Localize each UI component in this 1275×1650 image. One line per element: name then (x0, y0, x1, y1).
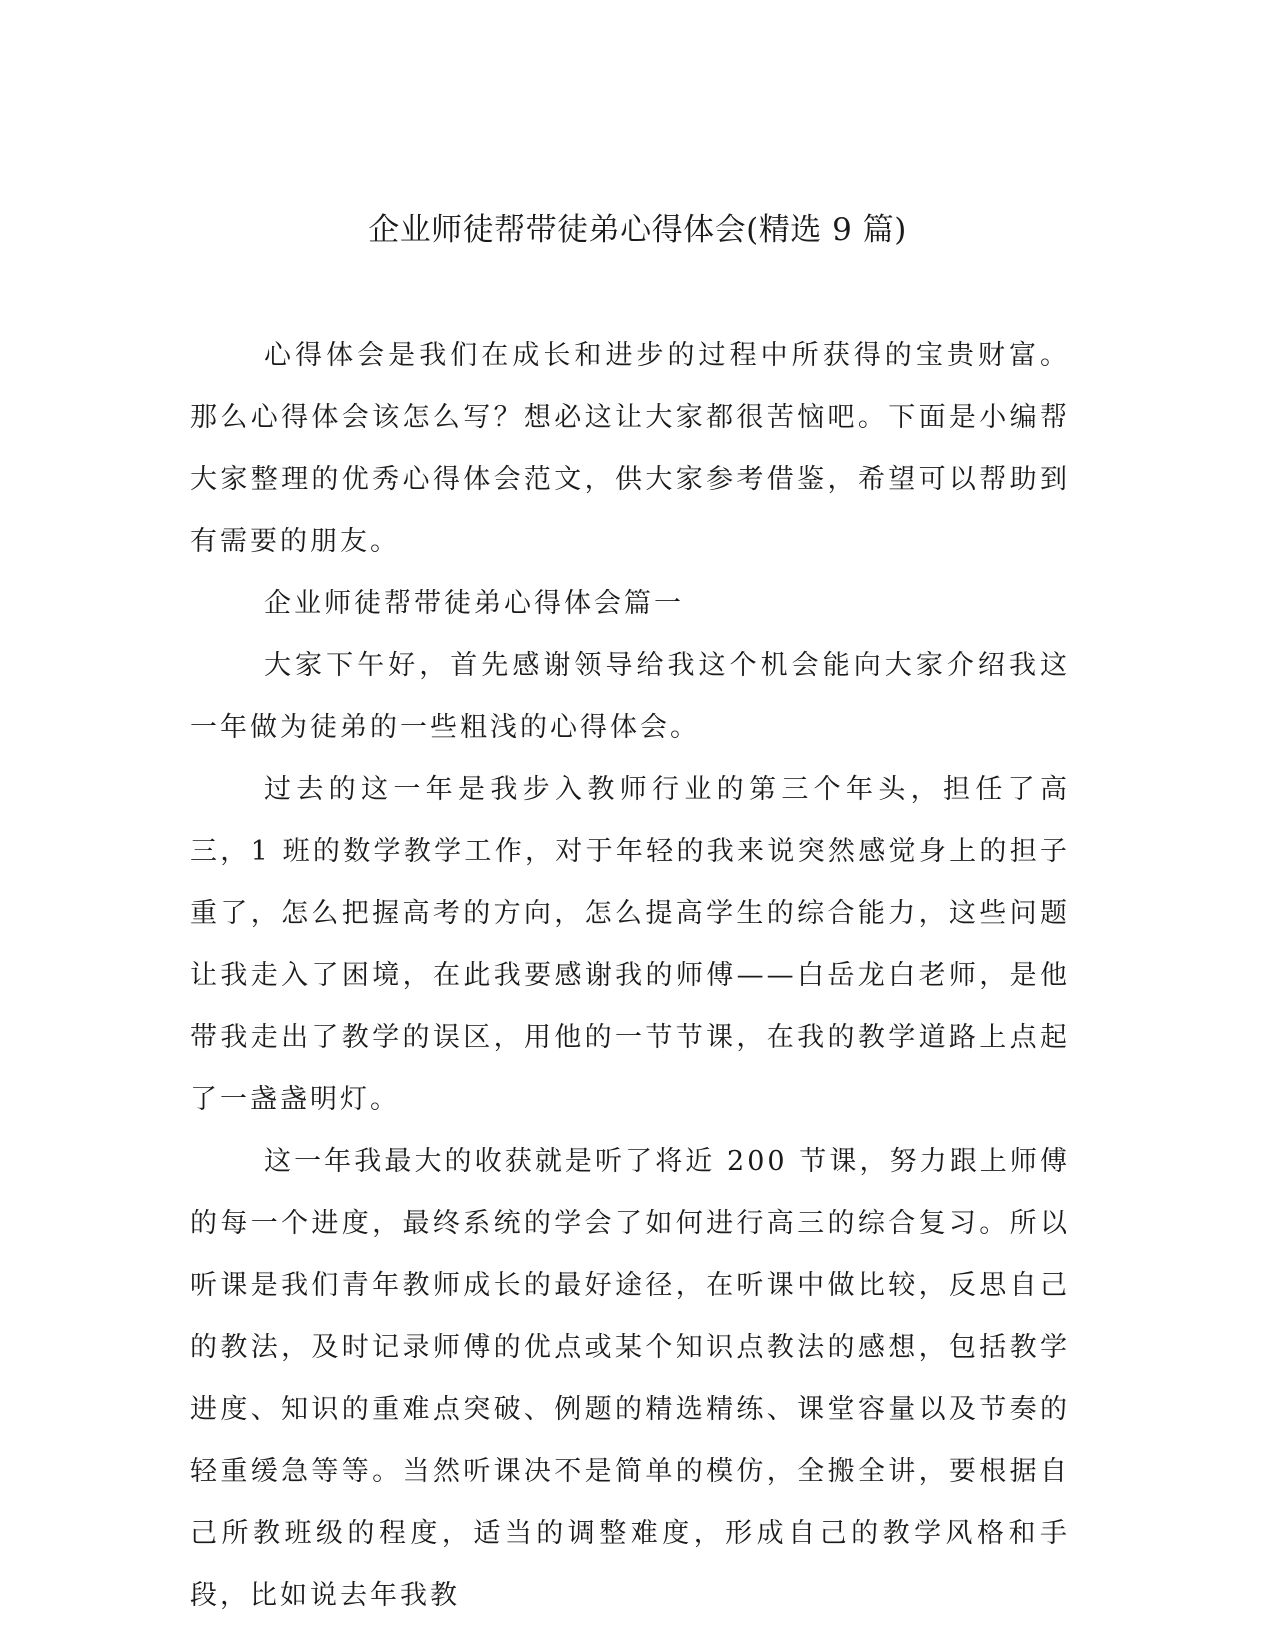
intro-paragraph: 心得体会是我们在成长和进步的过程中所获得的宝贵财富。那么心得体会该怎么写？想必这让大家都很苦恼吧。下面是小编帮大家整理的优秀心得体会范文，供大家参考借鉴，希望可以帮助到有需要的朋友。 (190, 340, 1070, 557)
section-heading: 企业师徒帮带徒弟心得体会篇一 (264, 588, 684, 619)
body-paragraph: 大家下午好，首先感谢领导给我这个机会能向大家介绍我这一年做为徒弟的一些粗浅的心得体会。 (190, 650, 1070, 743)
document-body (190, 325, 1070, 1627)
body-paragraph: 这一年我最大的收获就是听了将近 200 节课，努力跟上师傅的每一个进度，最终系统的学会了如何进行高三的综合复习。所以听课是我们青年教师成长的最好途径，在听课中做比较，反思自己的教法，及时记录师傅的优点或某个知识点教法的感想，包括教学进度、知识的重难点突破、例题的精选精练、课堂容量以及节奏的轻重缓急等等。当然听课决不是简单的模仿，全搬全讲，要根据自己所教班级的程度，适当的调整难度，形成自己的教学风格和手段，比如说去年我教 (190, 1146, 1070, 1611)
document-title: 企业师徒帮带徒弟心得体会(精选 9 篇) (368, 212, 907, 248)
body-paragraph: 过去的这一年是我步入教师行业的第三个年头，担任了高三，1 班的数学教学工作，对于年轻的我来说突然感觉身上的担子重了，怎么把握高考的方向，怎么提高学生的综合能力，这些问题让我走入了困境，在此我要感谢我的师傅——白岳龙白老师，是他带我走出了教学的误区，用他的一节节课，在我的教学道路上点起了一盏盏明灯。 (190, 774, 1070, 1115)
